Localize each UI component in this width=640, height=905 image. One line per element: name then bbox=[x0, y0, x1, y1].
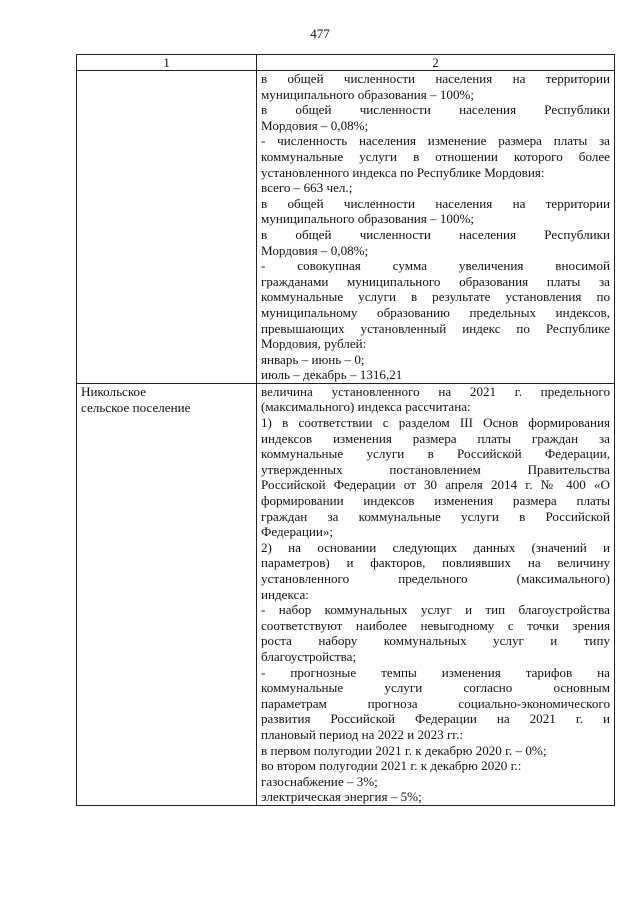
text-line: - совокупная сумма увеличения вносимой bbox=[261, 258, 610, 274]
text-line: 1) в соответствии с разделом III Основ формирования bbox=[261, 415, 610, 431]
document-table bbox=[76, 54, 615, 806]
text-line: коммунальные услуги в результате установления по bbox=[261, 289, 610, 305]
page-number: 477 bbox=[310, 26, 330, 41]
table-header bbox=[77, 55, 615, 71]
text-line: гражданами муниципального образования платы за bbox=[261, 273, 610, 289]
municipality-cell bbox=[77, 71, 257, 384]
table-header-row bbox=[77, 55, 615, 71]
text-line: благоустройства; bbox=[261, 648, 357, 664]
text-line: параметрам прогноза социально-экономического bbox=[261, 695, 610, 711]
text-line: утвержденных постановлением Правительства bbox=[261, 461, 610, 477]
text-line: муниципального образования – 100%; bbox=[261, 211, 475, 227]
text-line: муниципальному образованию предельных индексов, bbox=[261, 304, 610, 320]
column-header-1: 1 bbox=[77, 55, 257, 71]
table-row bbox=[77, 383, 615, 805]
table-row bbox=[77, 71, 615, 384]
text-line: Федерации»; bbox=[261, 524, 334, 540]
text-line: коммунальные услуги в Российской Федерации, bbox=[261, 446, 610, 462]
text-line: параметров) и факторов, повлиявших на величину bbox=[261, 555, 610, 571]
text-line: в общей численности населения Республики bbox=[261, 226, 610, 242]
text-line: формировании индексов изменения размера платы bbox=[261, 493, 610, 509]
text-line: - прогнозные темпы изменения тарифов на bbox=[261, 664, 610, 680]
text-line: электрическая энергия – 5%; bbox=[261, 789, 422, 805]
text-line: Мордовия – 0,08%; bbox=[261, 117, 369, 133]
text-line: всего – 663 чел.; bbox=[261, 180, 353, 196]
text-line: Мордовия – 0,08%; bbox=[261, 242, 369, 258]
text-line: в общей численности населения на территории bbox=[261, 195, 610, 211]
text-line: индекса: bbox=[261, 586, 309, 602]
municipality-name-line: сельское поселение bbox=[81, 399, 191, 415]
text-line: Мордовия, рублей: bbox=[261, 336, 367, 352]
text-line: в общей численности населения Республики bbox=[261, 102, 610, 118]
text-line: газоснабжение – 3%; bbox=[261, 773, 378, 789]
text-line: плановый период на 2022 и 2023 гг.: bbox=[261, 726, 464, 742]
text-line: 2) на основании следующих данных (значений и bbox=[261, 539, 610, 555]
text-line: индексов изменения размера платы граждан за bbox=[261, 430, 610, 446]
text-line: превышающих установленный индекс по Республике bbox=[261, 320, 610, 336]
text-line: - численность населения изменение размера платы за bbox=[261, 133, 610, 149]
text-line: установленного индекса по Республике Мордовия: bbox=[261, 164, 545, 180]
text-line: муниципального образования – 100%; bbox=[261, 86, 475, 102]
text-line: величина установленного на 2021 г. предельного bbox=[261, 383, 610, 399]
text-line: в общей численности населения на территории bbox=[261, 71, 610, 86]
text-line: развития Российской Федерации на 2021 г. и bbox=[261, 711, 610, 727]
text-line: (максимального) индекса рассчитана: bbox=[261, 399, 471, 415]
description-cell bbox=[257, 71, 615, 384]
column-header-2: 2 bbox=[257, 55, 615, 71]
text-line: Российской Федерации от 30 апреля 2014 г. № 400 «О bbox=[261, 477, 610, 493]
text-line: коммунальные услуги согласно основным bbox=[261, 680, 610, 696]
text-line: январь – июнь – 0; bbox=[261, 351, 365, 367]
text-line: роста набору коммунальных услуг и типу bbox=[261, 633, 610, 649]
text-line: - набор коммунальных услуг и тип благоустройства bbox=[261, 602, 610, 618]
municipality-cell bbox=[77, 383, 257, 805]
text-line: граждан за коммунальные услуги в Российской bbox=[261, 508, 610, 524]
text-line: коммунальные услуги в отношении которого более bbox=[261, 148, 610, 164]
text-line: установленного предельного (максимального) bbox=[261, 571, 610, 586]
text-line: июль – декабрь – 1316,21 bbox=[261, 367, 403, 383]
text-line: во втором полугодии 2021 г. к декабрю 2020 г.: bbox=[261, 758, 522, 774]
text-line: в первом полугодии 2021 г. к декабрю 2020 г. – 0%; bbox=[261, 742, 547, 758]
description-cell bbox=[257, 383, 615, 805]
text-line: соответствуют наиболее невыгодному с точки зрения bbox=[261, 617, 610, 633]
municipality-name-line: Никольское bbox=[81, 383, 147, 399]
